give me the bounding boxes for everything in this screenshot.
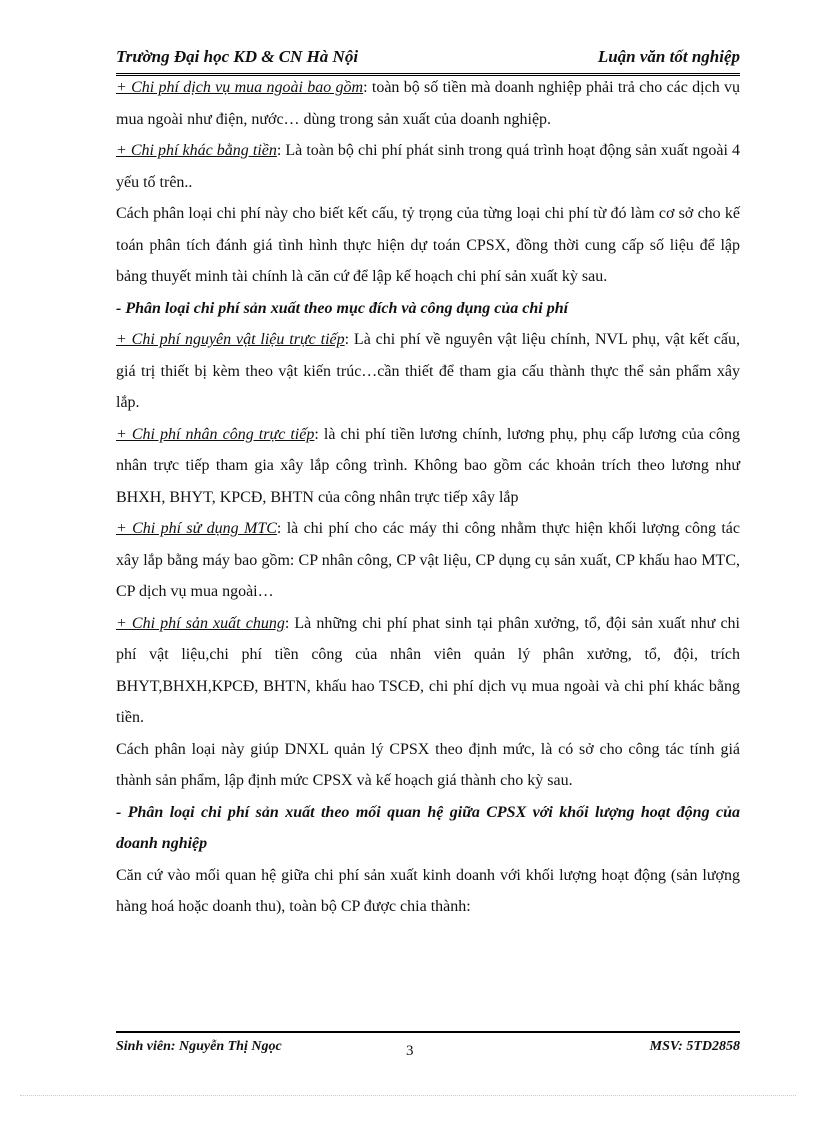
paragraph-outsourced-services — [116, 72, 740, 135]
school-name: Trường Đại học KD & CN Hà Nội — [116, 47, 359, 66]
term-general-production: + Chi phí sản xuất chung — [116, 614, 285, 632]
term-other-cash-costs: + Chi phí khác bằng tiền — [116, 142, 277, 159]
paragraph-text: : Là chi phí về nguyên vật liệu chính, NVL phụ, vật kết cấu, giá trị thiết bị kèm theo vật kiến trúc…cần thiết để tham gia cấu thành thực thể sản phẩm xây lắp. — [116, 331, 741, 411]
section-heading-volume: - Phân loại chi phí sản xuất theo mối quan hệ giữa CPSX với khối lượng hoạt động của doanh nghiệp — [116, 803, 740, 852]
document-body — [116, 72, 740, 923]
document-type: Luận văn tốt nghiệp — [597, 47, 740, 66]
paragraph-text: Cách phân loại này giúp DNXL quản lý CPSX theo định mức, là có sở cho công tác tính giá thành sản phẩm, lập định mức CPSX và kế hoạch giá thành cho kỳ sau. — [116, 740, 740, 789]
page-footer — [116, 1037, 740, 1061]
paragraph-machine-costs — [116, 513, 740, 608]
paragraph-volume-basis — [116, 860, 740, 923]
paragraph-general-production — [116, 608, 740, 734]
paragraph-text: Cách phân loại chi phí này cho biết kết cấu, tỷ trọng của từng loại chi phí từ đó làm cơ sở cho kế toán phân tích đánh giá tình hình thực hiện dự toán CPSX, đồng thời cung cấp số liệu để lập bảng thuyết minh tài chính là căn cứ để lập kế hoạch chi phí sản xuất kỳ sau. — [116, 205, 740, 285]
term-outsourced-services: + Chi phí dịch vụ mua ngoài bao gồm — [116, 79, 364, 96]
paragraph-direct-materials — [116, 324, 740, 419]
paragraph-text: Căn cứ vào mối quan hệ giữa chi phí sản xuất kinh doanh với khối lượng hoạt động (sản lượng hàng hoá hoặc doanh thu), toàn bộ CP được chia thành: — [116, 866, 740, 915]
student-id: MSV: 5TD2858 — [649, 1039, 740, 1054]
term-direct-materials: + Chi phí nguyên vật liệu trực tiếp — [116, 331, 345, 348]
paragraph-text: : Là toàn bộ chi phí phát sinh trong quá trình hoạt động sản xuất ngoài 4 yếu tố trên.. — [116, 142, 741, 191]
paragraph-classification-benefit — [116, 734, 740, 797]
footer-divider — [116, 1031, 740, 1033]
page-edge-divider — [20, 1095, 796, 1096]
paragraph-direct-labor — [116, 419, 740, 514]
term-machine-costs: + Chi phí sử dụng MTC — [116, 520, 277, 537]
paragraph-text: : toàn bộ số tiền mà doanh nghiệp phải trả cho các dịch vụ mua ngoài như điện, nước… dùng trong sản xuất của doanh nghiệp. — [116, 79, 741, 128]
term-direct-labor: + Chi phí nhân công trực tiếp — [116, 425, 315, 443]
paragraph-text: : là chi phí cho các máy thi công nhằm thực hiện khối lượng công tác xây lắp bằng máy bao gồm: CP nhân công, CP vật liệu, CP dụng cụ sản xuất, CP khấu hao MTC, CP dịch vụ mua ngoài… — [116, 520, 740, 600]
section-heading-purpose: - Phân loại chi phí sản xuất theo mục đích và công dụng của chi phí — [116, 299, 569, 317]
paragraph-classification-summary — [116, 198, 740, 293]
paragraph-other-cash-costs — [116, 135, 740, 198]
paragraph-text: : là chi phí tiền lương chính, lương phụ, phụ cấp lương của công nhân trực tiếp tham gia xây lắp công trình. Không bao gồm các khoản trích theo lương như BHXH, BHYT, KPCĐ, BHTN của công nhân trực tiếp xây lắp — [116, 425, 741, 506]
page-number: 3 — [406, 1043, 414, 1059]
paragraph-text: : Là những chi phí phat sinh tại phân xưởng, tổ, đội sản xuất như chi phí vật liệu,chi phí tiền công của nhân viên quản lý phân xưởng, tổ, đội, trích BHYT,BHXH,KPCĐ, BHTN, khấu hao TSCĐ, chi phí dịch vụ mua ngoài và chi phí khác bằng tiền. — [116, 614, 740, 726]
student-name: Sinh viên: Nguyễn Thị Ngọc — [116, 1039, 282, 1054]
